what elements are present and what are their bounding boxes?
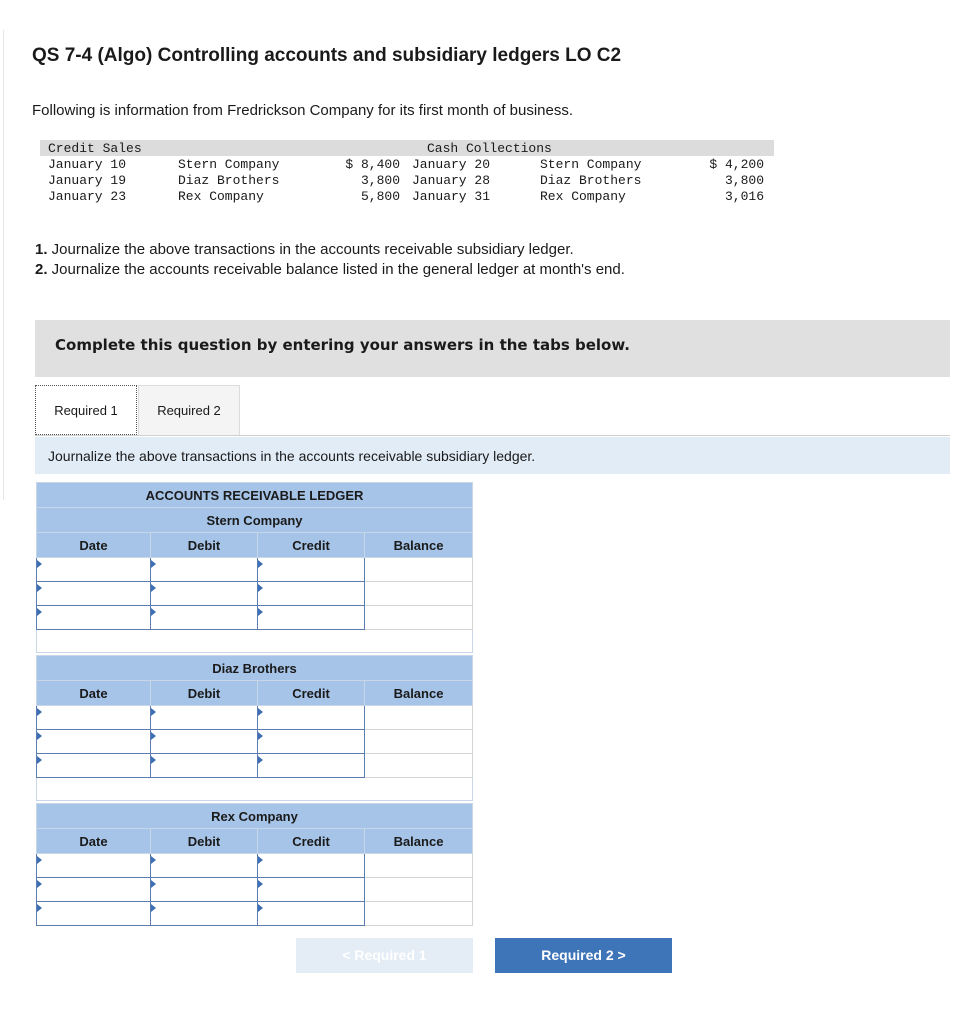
debit-input[interactable]: [151, 854, 257, 877]
balance-cell: [365, 730, 473, 754]
credit-input[interactable]: [258, 706, 364, 729]
cash-collections-header: Cash Collections: [427, 141, 552, 156]
collection-amount: 3,016: [724, 189, 764, 204]
ledger-spacer: [37, 630, 473, 653]
ledger-row: [37, 706, 473, 730]
debit-input[interactable]: [151, 558, 257, 581]
debit-input[interactable]: [151, 606, 257, 629]
balance-cell: [365, 854, 473, 878]
date-input[interactable]: [37, 730, 150, 753]
sale-company: Stern Company: [178, 157, 280, 172]
next-required-2-button[interactable]: Required 2 >: [495, 938, 672, 973]
ledger-row: [37, 730, 473, 754]
debit-input[interactable]: [151, 754, 257, 777]
balance-header: Balance: [365, 681, 473, 706]
sale-amount: $ 8,400: [345, 157, 400, 172]
credit-input[interactable]: [258, 606, 364, 629]
debit-input[interactable]: [151, 706, 257, 729]
date-header: Date: [37, 533, 151, 558]
page-title: QS 7-4 (Algo) Controlling accounts and subsidiary ledgers LO C2: [32, 45, 622, 66]
ledger-section-name: Stern Company: [37, 508, 473, 533]
ledger-row: [37, 902, 473, 926]
date-input[interactable]: [37, 706, 150, 729]
sale-date: January 19: [48, 173, 127, 188]
instruction-1: [35, 240, 625, 260]
balance-cell: [365, 754, 473, 778]
debit-input[interactable]: [151, 730, 257, 753]
instruction-2: [35, 260, 625, 280]
debit-input[interactable]: [151, 902, 257, 925]
tab-description-text: Journalize the above transactions in the accounts receivable subsidiary ledger.: [48, 448, 536, 464]
credit-input[interactable]: [258, 730, 364, 753]
credit-header: Credit: [258, 681, 365, 706]
ledger-row: [37, 558, 473, 582]
sale-company: Rex Company: [178, 189, 264, 204]
date-input[interactable]: [37, 854, 150, 877]
instructions: [35, 240, 625, 280]
tab-required-2[interactable]: Required 2: [138, 385, 240, 435]
tab-description: [35, 437, 950, 474]
date-input[interactable]: [37, 558, 150, 581]
sale-date: January 10: [48, 157, 127, 172]
tab-required-1[interactable]: Required 1: [35, 385, 137, 435]
info-table: [40, 157, 780, 205]
sale-date: January 23: [48, 189, 127, 204]
balance-cell: [365, 582, 473, 606]
ledger-table-rex: [36, 803, 473, 926]
ledger-row: [37, 754, 473, 778]
balance-cell: [365, 878, 473, 902]
ledger-table-stern: [36, 482, 473, 653]
debit-header: Debit: [151, 533, 258, 558]
credit-input[interactable]: [258, 854, 364, 877]
sale-amount: 5,800: [360, 189, 400, 204]
credit-input[interactable]: [258, 558, 364, 581]
info-table-header: [40, 140, 774, 156]
credit-header: Credit: [258, 829, 365, 854]
balance-header: Balance: [365, 533, 473, 558]
collection-date: January 20: [412, 157, 491, 172]
debit-header: Debit: [151, 681, 258, 706]
collection-amount: $ 4,200: [709, 157, 764, 172]
sale-amount: 3,800: [360, 173, 400, 188]
date-input[interactable]: [37, 606, 150, 629]
sale-company: Diaz Brothers: [178, 173, 280, 188]
credit-input[interactable]: [258, 754, 364, 777]
debit-input[interactable]: [151, 582, 257, 605]
date-input[interactable]: [37, 902, 150, 925]
balance-cell: [365, 902, 473, 926]
debit-input[interactable]: [151, 878, 257, 901]
info-row: [40, 157, 780, 173]
ledger-table-diaz: [36, 655, 473, 801]
instruction-number: 1.: [35, 241, 48, 258]
balance-cell: [365, 706, 473, 730]
credit-input[interactable]: [258, 902, 364, 925]
complete-banner: [35, 320, 950, 377]
balance-cell: [365, 606, 473, 630]
intro-text: Following is information from Fredrickson Company for its first month of business.: [32, 102, 574, 119]
collection-date: January 31: [412, 189, 491, 204]
ledger-section-name: Diaz Brothers: [37, 656, 473, 681]
ledger-row: [37, 582, 473, 606]
ledger-row: [37, 606, 473, 630]
balance-cell: [365, 558, 473, 582]
collection-company: Rex Company: [540, 189, 626, 204]
collection-company: Stern Company: [540, 157, 642, 172]
date-input[interactable]: [37, 754, 150, 777]
instruction-text: Journalize the above transactions in the accounts receivable subsidiary ledger.: [47, 241, 574, 258]
date-header: Date: [37, 681, 151, 706]
debit-header: Debit: [151, 829, 258, 854]
ledger-row: [37, 878, 473, 902]
credit-input[interactable]: [258, 582, 364, 605]
prev-required-1-button[interactable]: < Required 1: [296, 938, 473, 973]
credit-header: Credit: [258, 533, 365, 558]
ledger-row: [37, 854, 473, 878]
date-input[interactable]: [37, 582, 150, 605]
credit-sales-header: Credit Sales: [48, 141, 142, 156]
date-header: Date: [37, 829, 151, 854]
credit-input[interactable]: [258, 878, 364, 901]
ledger-title: ACCOUNTS RECEIVABLE LEDGER: [37, 483, 473, 508]
ledger-spacer: [37, 778, 473, 801]
info-row: [40, 189, 780, 205]
collection-date: January 28: [412, 173, 491, 188]
instruction-number: 2.: [35, 261, 48, 278]
left-divider: [3, 30, 4, 500]
date-input[interactable]: [37, 878, 150, 901]
collection-amount: 3,800: [724, 173, 764, 188]
balance-header: Balance: [365, 829, 473, 854]
ledger-section-name: Rex Company: [37, 804, 473, 829]
banner-text: Complete this question by entering your answers in the tabs below.: [55, 336, 630, 354]
info-row: [40, 173, 780, 189]
collection-company: Diaz Brothers: [540, 173, 642, 188]
tab-divider: [35, 435, 950, 436]
instruction-text: Journalize the accounts receivable balance listed in the general ledger at month's end.: [47, 261, 625, 278]
